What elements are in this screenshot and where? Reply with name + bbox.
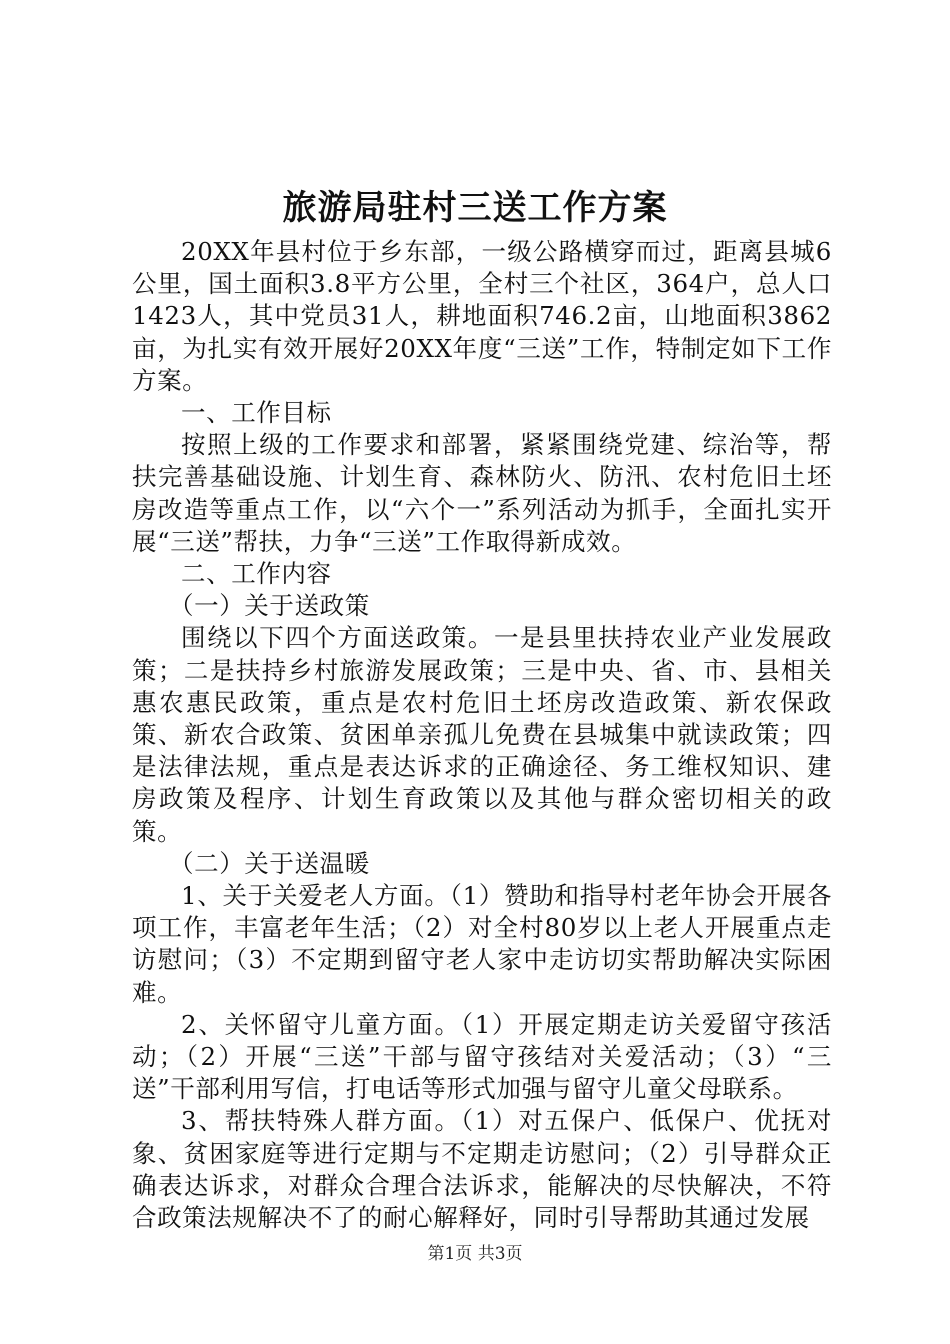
policy-paragraph: 围绕以下四个方面送政策。一是县里扶持农业产业发展政策；二是扶持乡村旅游发展政策；三是中央、省、市、县相关惠农惠民政策，重点是农村危旧土坯房改造政策、新农保政策、新农合政策、贫困单亲孤儿免费在县城集中就读政策；四是法律法规，重点是表达诉求的正确途径、务工维权知识、建房政策及程序、计划生育政策以及其他与群众密切相关的政策。 [132,623,832,846]
goals-paragraph: 按照上级的工作要求和部署，紧紧围绕党建、综治等，帮扶完善基础设施、计划生育、森林防火、防汛、农村危旧土坯房改造等重点工作，以“六个一”系列活动为抓手，全面扎实开展“三送”帮扶，力争“三送”工作取得新成效。 [132,430,832,556]
special-groups-paragraph: 3、帮扶特殊人群方面。（1）对五保户、低保户、优抚对象、贫困家庭等进行定期与不定期走访慰问；（2）引导群众正确表达诉求，对群众合理合法诉求，能解决的尽快解决，不符合政策法规解决不了的耐心解释好，同时引导帮助其通过发展 [132,1106,832,1233]
section-heading-content: 二、工作内容 [181,559,332,589]
page-footer: 第1页 共3页 [427,1244,523,1264]
elderly-care-paragraph: 1、关于关爱老人方面。（1）赞助和指导村老年协会开展各项工作，丰富老年生活；（2）对全村80岁以上老人开展重点走访慰问；（3）不定期到留守老人家中走访切实帮助解决实际困难。 [132,881,832,1007]
document-title: 旅游局驻村三送工作方案 [282,188,668,228]
subheading-policy: （一）关于送政策 [169,591,370,621]
intro-paragraph: 20XX年县村位于乡东部，一级公路横穿而过，距离县城6公里，国土面积3.8平方公里，全村三个社区，364户，总人口1423人，其中党员31人，耕地面积746.2亩，山地面积3862亩，为扎实有效开展好20XX年度“三送”工作，特制定如下工作方案。 [132,237,832,395]
document-body [132,236,832,1234]
children-care-paragraph: 2、关怀留守儿童方面。（1）开展定期走访关爱留守孩活动；（2）开展“三送”干部与留守孩结对关爱活动；（3）“三送”干部利用写信，打电话等形式加强与留守儿童父母联系。 [132,1009,832,1104]
subheading-warmth: （二）关于送温暖 [169,848,370,878]
section-heading-goals: 一、工作目标 [181,398,332,428]
